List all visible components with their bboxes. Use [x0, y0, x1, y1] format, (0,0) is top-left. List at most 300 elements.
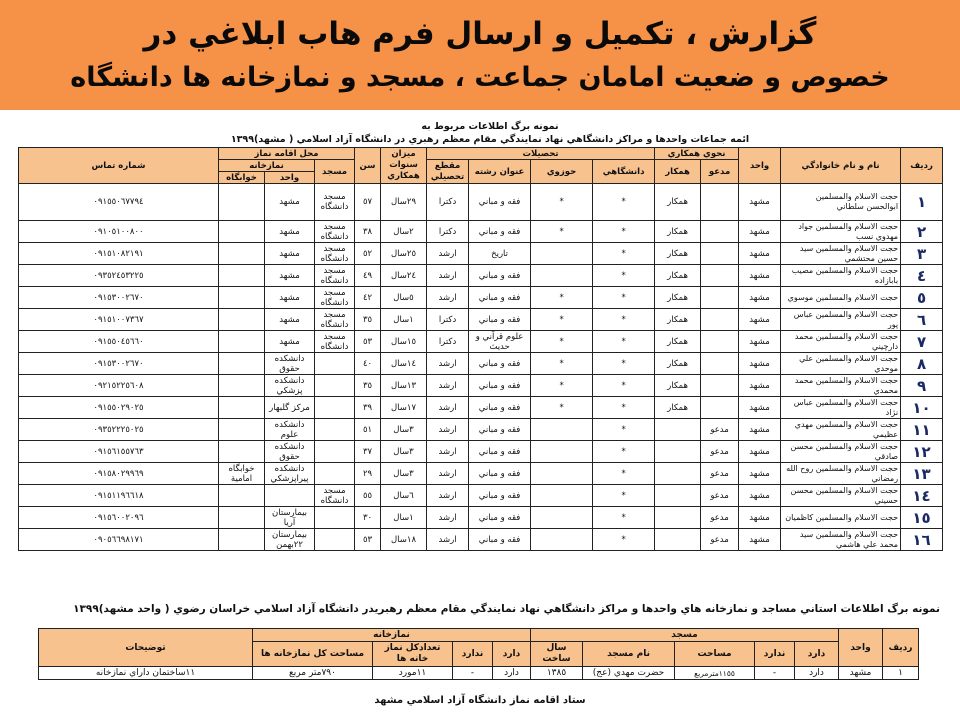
cell-years: ١٣سال	[381, 375, 427, 397]
cell-hall-unit: دانشكده حقوق	[265, 353, 315, 375]
cell-idx: ٤	[901, 265, 943, 287]
cell-idx: ٦	[901, 309, 943, 331]
cell-field: فقه و مباني	[469, 221, 531, 243]
cell-colleague	[655, 529, 701, 551]
cell-years: ٣سال	[381, 441, 427, 463]
col-seminary: حوزوي	[531, 160, 593, 184]
cell-degree: ارشد	[427, 397, 469, 419]
cell-colleague: همكار	[655, 287, 701, 309]
cell-colleague: همكار	[655, 243, 701, 265]
cell-dorm	[219, 441, 265, 463]
cell-invited: مدعو	[701, 485, 739, 507]
cell-years: ٢٤سال	[381, 265, 427, 287]
cell-dorm	[219, 221, 265, 243]
col-hall-unit: واحد	[265, 172, 315, 184]
cell-hall-unit: مشهد	[265, 331, 315, 353]
cell-field: تاريخ	[469, 243, 531, 265]
cell-mosque	[315, 507, 355, 529]
cell-age: ٥٧	[355, 184, 381, 221]
cell-field: فقه و مباني	[469, 485, 531, 507]
cell-hall-unit: مشهد	[265, 221, 315, 243]
t2-col-mosque-has-not: ندارد	[755, 642, 795, 667]
cell-dorm	[219, 419, 265, 441]
cell-university: *	[593, 287, 655, 309]
cell-mosque: مسجد دانشگاه	[315, 265, 355, 287]
cell-colleague: همكار	[655, 397, 701, 419]
cell-phone: ٠٩١٥٥٠٤٥٦٦٠	[19, 331, 219, 353]
table-row	[19, 529, 943, 551]
cell-phone: ٠٩٣٥٢٢٢٥٠٢٥	[19, 419, 219, 441]
cell-colleague: همكار	[655, 353, 701, 375]
cell-name: حجت الاسلام والمسلمين محسن حسيني	[781, 485, 901, 507]
col-education: تحصيلات	[427, 148, 655, 160]
cell-phone: ٠٩١٥٣٠٠٢٦٧٠	[19, 353, 219, 375]
cell-name: حجت الاسلام والمسلمين جواد مهدوي نسب	[781, 221, 901, 243]
cell-dorm	[219, 485, 265, 507]
cell-colleague: همكار	[655, 265, 701, 287]
table-row	[19, 265, 943, 287]
cell-hall-unit: دانشكده پزشكي	[265, 375, 315, 397]
cell-degree: دكترا	[427, 331, 469, 353]
cell-name: حجت الاسلام والمسلمين مصيب بابازاده	[781, 265, 901, 287]
cell-degree: ارشد	[427, 287, 469, 309]
cell-years: ٣سال	[381, 463, 427, 485]
cell-seminary	[531, 243, 593, 265]
title-banner	[0, 0, 960, 110]
cell-idx: ١٣	[901, 463, 943, 485]
cell-unit: مشهد	[739, 529, 781, 551]
cell-mosque: مسجد دانشگاه	[315, 309, 355, 331]
cell-phone: ٠٩٣٥٢٤٥٣٢٢٥	[19, 265, 219, 287]
cell-hall-unit: مركز گلبهار	[265, 397, 315, 419]
cell-colleague: همكار	[655, 331, 701, 353]
cell-invited	[701, 353, 739, 375]
cell-field: فقه و مباني	[469, 529, 531, 551]
cell-invited: مدعو	[701, 463, 739, 485]
cell-university: *	[593, 184, 655, 221]
cell-unit: مشهد	[739, 221, 781, 243]
cell-field: فقه و مباني	[469, 419, 531, 441]
cell-mosque: مسجد دانشگاه	[315, 243, 355, 265]
cell-dorm	[219, 265, 265, 287]
table-row	[19, 221, 943, 243]
cell-seminary: *	[531, 375, 593, 397]
cell-name: حجت الاسلام والمسلمين كاظميان	[781, 507, 901, 529]
t2-cell-notes: ١١ساختمان داراي نمازخانه	[39, 667, 253, 680]
cell-invited	[701, 375, 739, 397]
t2-col-mosque-group: مسجد	[531, 629, 839, 642]
cell-field: فقه و مباني	[469, 265, 531, 287]
cell-university: *	[593, 441, 655, 463]
cell-invited: مدعو	[701, 529, 739, 551]
cell-university: *	[593, 397, 655, 419]
cell-hall-unit	[265, 485, 315, 507]
cell-field: علوم قرآني و حديث	[469, 331, 531, 353]
cell-invited: مدعو	[701, 419, 739, 441]
table-row	[19, 397, 943, 419]
cell-phone: ٠٩١٥٣٠٠٢٦٧٠	[19, 287, 219, 309]
cell-seminary: *	[531, 397, 593, 419]
cell-field: فقه و مباني	[469, 353, 531, 375]
cell-dorm	[219, 507, 265, 529]
cell-age: ٤٢	[355, 287, 381, 309]
cell-age: ٤٠	[355, 353, 381, 375]
col-university: دانشگاهي	[593, 160, 655, 184]
cell-mosque	[315, 529, 355, 551]
cell-phone: ٠٩١٠٥١٠٠٨٠٠	[19, 221, 219, 243]
cell-unit: مشهد	[739, 463, 781, 485]
cell-years: ٣سال	[381, 419, 427, 441]
cell-idx: ١٤	[901, 485, 943, 507]
cell-hall-unit: بيمارستان آريا	[265, 507, 315, 529]
cell-degree: ارشد	[427, 353, 469, 375]
t2-cell-hall-has-not: -	[453, 667, 493, 680]
cell-dorm: خوابگاه امامية	[219, 463, 265, 485]
cell-mosque	[315, 397, 355, 419]
cell-dorm	[219, 331, 265, 353]
cell-field: فقه و مباني	[469, 309, 531, 331]
banner-title-line-1: گزارش ، تكميل و ارسال فرم هاب ابلاغي در	[143, 16, 817, 52]
cell-years: ١سال	[381, 309, 427, 331]
col-years: ميزان سنوات همكاري	[381, 148, 427, 184]
table-row	[19, 331, 943, 353]
cell-age: ٢٩	[355, 463, 381, 485]
t2-col-notes: توضيحات	[39, 629, 253, 667]
cell-name: حجت الاسلام والمسلمين محمد محمدي	[781, 375, 901, 397]
cell-age: ٥٣	[355, 331, 381, 353]
cell-degree: ارشد	[427, 463, 469, 485]
imams-table	[18, 147, 943, 551]
cell-unit: مشهد	[739, 485, 781, 507]
table-row	[19, 243, 943, 265]
cell-phone: ٠٩١٥١١٩٦٦١٨	[19, 485, 219, 507]
cell-unit: مشهد	[739, 331, 781, 353]
cell-hall-unit: بيمارستان ٢٢بهمن	[265, 529, 315, 551]
cell-invited	[701, 184, 739, 221]
col-coop: نحوي همكاري	[655, 148, 739, 160]
cell-unit: مشهد	[739, 184, 781, 221]
cell-seminary	[531, 463, 593, 485]
cell-university: *	[593, 463, 655, 485]
cell-hall-unit: مشهد	[265, 309, 315, 331]
cell-dorm	[219, 353, 265, 375]
cell-seminary: *	[531, 309, 593, 331]
cell-idx: ٥	[901, 287, 943, 309]
cell-seminary: *	[531, 221, 593, 243]
t2-col-hall-area: مساحت كل نمازخانه ها	[253, 642, 373, 667]
cell-age: ٥٣	[355, 529, 381, 551]
table1-subheading: ائمه جماعات واحدها و مراكز دانشگاهي نهاد نمايندگي مقام معظم رهبري در دانشگاه آزاد اسلامي ( مشهد)١٣٩٩	[230, 134, 750, 145]
table-row	[19, 309, 943, 331]
banner-title-line-2: خصوص و ضعيت امامان جماعت ، مسجد و نمازخانه ها دانشگاه	[70, 62, 890, 93]
cell-unit: مشهد	[739, 265, 781, 287]
col-unit: واحد	[739, 148, 781, 184]
table1-heading: نمونه برگ اطلاعات مربوط به	[421, 121, 559, 132]
cell-colleague	[655, 463, 701, 485]
t2-cell-hall-area: ٧٩٠متر مربع	[253, 667, 373, 680]
cell-dorm	[219, 243, 265, 265]
cell-name: حجت الاسلام والمسلمين عباس پور	[781, 309, 901, 331]
cell-degree: ارشد	[427, 529, 469, 551]
cell-years: ٦سال	[381, 485, 427, 507]
cell-idx: ٨	[901, 353, 943, 375]
cell-university: *	[593, 419, 655, 441]
cell-seminary	[531, 265, 593, 287]
cell-degree: ارشد	[427, 485, 469, 507]
table-row	[19, 375, 943, 397]
cell-field: فقه و مباني	[469, 375, 531, 397]
footer-text: ستاد اقامه نماز دانشگاه آزاد اسلامي مشهد	[374, 695, 586, 706]
cell-degree: ارشد	[427, 441, 469, 463]
cell-invited	[701, 221, 739, 243]
t2-cell-area: ١١٥٥مترمربع	[675, 667, 755, 680]
table-row	[19, 287, 943, 309]
cell-name: حجت الاسلام والمسلمين روح الله رمضاني	[781, 463, 901, 485]
cell-invited	[701, 287, 739, 309]
cell-name: حجت الاسلام والمسلمين ابوالحسن سلطاني	[781, 184, 901, 221]
cell-years: ١٧سال	[381, 397, 427, 419]
t2-cell-build-year: ١٣٨٥	[531, 667, 583, 680]
cell-invited	[701, 243, 739, 265]
cell-seminary: *	[531, 331, 593, 353]
cell-university: *	[593, 331, 655, 353]
cell-unit: مشهد	[739, 441, 781, 463]
cell-phone: ٠٩١٥٦١٥٥٧٦٣	[19, 441, 219, 463]
cell-degree: دكترا	[427, 221, 469, 243]
col-invited: مدعو	[701, 160, 739, 184]
cell-invited	[701, 309, 739, 331]
cell-degree: ارشد	[427, 375, 469, 397]
cell-hall-unit: مشهد	[265, 287, 315, 309]
cell-mosque	[315, 375, 355, 397]
col-prayer-hall: نمازخانه	[219, 160, 315, 172]
cell-dorm	[219, 287, 265, 309]
cell-idx: ١	[901, 184, 943, 221]
cell-university: *	[593, 353, 655, 375]
cell-phone: ٠٩١٥٦٠٠٢٠٩٦	[19, 507, 219, 529]
cell-degree: دكترا	[427, 184, 469, 221]
cell-years: ٢سال	[381, 221, 427, 243]
t2-col-hall-count: تعدادكل نماز خانه ها	[373, 642, 453, 667]
cell-university: *	[593, 309, 655, 331]
table-row	[19, 353, 943, 375]
t2-col-area: مساحت	[675, 642, 755, 667]
cell-mosque	[315, 441, 355, 463]
cell-age: ٤٩	[355, 265, 381, 287]
cell-mosque: مسجد دانشگاه	[315, 485, 355, 507]
cell-seminary	[531, 507, 593, 529]
cell-name: حجت الاسلام والمسلمين علي موحدي	[781, 353, 901, 375]
cell-university: *	[593, 265, 655, 287]
cell-phone: ٠٩١٥٥٠٦٧٧٩٤	[19, 184, 219, 221]
cell-field: فقه و مباني	[469, 441, 531, 463]
table-row	[19, 419, 943, 441]
cell-years: ١سال	[381, 507, 427, 529]
cell-unit: مشهد	[739, 287, 781, 309]
cell-seminary: *	[531, 287, 593, 309]
cell-idx: ٩	[901, 375, 943, 397]
t2-cell-mosque-name: حضرت مهدي (عج)	[583, 667, 675, 680]
t2-col-row: رديف	[883, 629, 919, 667]
cell-dorm	[219, 397, 265, 419]
table-row	[19, 463, 943, 485]
cell-mosque	[315, 419, 355, 441]
t2-col-build-year: سال ساخت	[531, 642, 583, 667]
cell-unit: مشهد	[739, 419, 781, 441]
cell-idx: ١٥	[901, 507, 943, 529]
cell-invited: مدعو	[701, 507, 739, 529]
cell-age: ٣٠	[355, 507, 381, 529]
cell-field: فقه و مباني	[469, 463, 531, 485]
cell-hall-unit: دانشكده حقوق	[265, 441, 315, 463]
table2-heading: نمونه برگ اطلاعات استاني مساجد و نمازخانه هاي واحدها و مراكز دانشگاهي نهاد نمايندگي مقام معظم رهبريدر دانشگاه آزاد اسلامي خراسان رضوي ( واحد مشهد)١٣٩٩	[73, 603, 940, 615]
col-field: عنوان رشته	[469, 160, 531, 184]
cell-seminary: *	[531, 184, 593, 221]
cell-invited	[701, 397, 739, 419]
t2-col-hall-has-not: ندارد	[453, 642, 493, 667]
cell-name: حجت الاسلام والمسلمين عباس نژاد	[781, 397, 901, 419]
col-name: نام و نام خانوادگي	[781, 148, 901, 184]
mosques-table	[38, 628, 919, 680]
cell-university: *	[593, 221, 655, 243]
cell-field: فقه و مباني	[469, 184, 531, 221]
cell-unit: مشهد	[739, 353, 781, 375]
cell-name: حجت الاسلام والمسلمين سيد حسين محتشمي	[781, 243, 901, 265]
cell-idx: ٧	[901, 331, 943, 353]
cell-age: ٥١	[355, 419, 381, 441]
cell-field: فقه و مباني	[469, 507, 531, 529]
cell-field: فقه و مباني	[469, 287, 531, 309]
cell-name: حجت الاسلام والمسلمين محسن صادقي	[781, 441, 901, 463]
cell-colleague: همكار	[655, 184, 701, 221]
col-venue: محل اقامه نماز	[219, 148, 355, 160]
col-colleague: همكار	[655, 160, 701, 184]
cell-dorm	[219, 309, 265, 331]
t2-col-mosque-has: دارد	[795, 642, 839, 667]
t2-cell-hall-count: ١١مورد	[373, 667, 453, 680]
cell-degree: ارشد	[427, 507, 469, 529]
cell-colleague: همكار	[655, 375, 701, 397]
cell-idx: ٢	[901, 221, 943, 243]
t2-cell-hall-has: دارد	[493, 667, 531, 680]
col-mosque: مسجد	[315, 160, 355, 184]
cell-years: ٥سال	[381, 287, 427, 309]
cell-idx: ١٠	[901, 397, 943, 419]
cell-idx: ١٦	[901, 529, 943, 551]
cell-years: ٢٩سال	[381, 184, 427, 221]
t2-col-hall-has: دارد	[493, 642, 531, 667]
cell-phone: ٠٩٠٥٦٦٩٨١٧١	[19, 529, 219, 551]
cell-age: ٣٥	[355, 309, 381, 331]
imams-table-body	[19, 184, 943, 551]
cell-university: *	[593, 243, 655, 265]
cell-mosque: مسجد دانشگاه	[315, 221, 355, 243]
cell-name: حجت الاسلام والمسلمين مهدي عظيمي	[781, 419, 901, 441]
cell-phone: ٠٩١٥٨٠٢٩٩٦٩	[19, 463, 219, 485]
cell-age: ٥٥	[355, 485, 381, 507]
cell-age: ٥٢	[355, 243, 381, 265]
cell-colleague: همكار	[655, 309, 701, 331]
table-row	[19, 184, 943, 221]
cell-name: حجت الاسلام والمسلمين سيد محمد علي هاشمي	[781, 529, 901, 551]
cell-unit: مشهد	[739, 243, 781, 265]
cell-phone: ٠٩٢١٥٢٢٥٦٠٨	[19, 375, 219, 397]
t2-cell-idx: ١	[883, 667, 919, 680]
cell-seminary	[531, 529, 593, 551]
cell-invited: مدعو	[701, 441, 739, 463]
cell-phone: ٠٩١٥٥٠٢٩٠٢٥	[19, 397, 219, 419]
cell-age: ٣٥	[355, 375, 381, 397]
col-row: رديف	[901, 148, 943, 184]
t2-col-unit: واحد	[839, 629, 883, 667]
t2-cell-unit: مشهد	[839, 667, 883, 680]
cell-unit: مشهد	[739, 309, 781, 331]
t2-row	[39, 667, 919, 680]
cell-mosque: مسجد دانشگاه	[315, 331, 355, 353]
cell-phone: ٠٩١٥١٠٨٢١٩١	[19, 243, 219, 265]
table-row	[19, 441, 943, 463]
cell-hall-unit: مشهد	[265, 184, 315, 221]
cell-mosque: مسجد دانشگاه	[315, 184, 355, 221]
cell-colleague	[655, 441, 701, 463]
cell-colleague: همكار	[655, 221, 701, 243]
cell-idx: ١١	[901, 419, 943, 441]
cell-unit: مشهد	[739, 397, 781, 419]
cell-invited	[701, 331, 739, 353]
cell-degree: ارشد	[427, 265, 469, 287]
t2-cell-mosque-has-not: -	[755, 667, 795, 680]
cell-mosque: مسجد دانشگاه	[315, 287, 355, 309]
cell-university: *	[593, 485, 655, 507]
cell-years: ١٤سال	[381, 353, 427, 375]
col-degree: مقطع تحصيلي	[427, 160, 469, 184]
cell-dorm	[219, 375, 265, 397]
cell-mosque	[315, 463, 355, 485]
t2-cell-mosque-has: دارد	[795, 667, 839, 680]
cell-hall-unit: مشهد	[265, 243, 315, 265]
col-age: سن	[355, 148, 381, 184]
table-row	[19, 485, 943, 507]
cell-unit: مشهد	[739, 375, 781, 397]
cell-dorm	[219, 184, 265, 221]
col-dorm: خوابگاه	[219, 172, 265, 184]
cell-seminary	[531, 419, 593, 441]
cell-university: *	[593, 529, 655, 551]
cell-age: ٣٨	[355, 221, 381, 243]
cell-hall-unit: مشهد	[265, 265, 315, 287]
cell-years: ١٨سال	[381, 529, 427, 551]
cell-name: حجت الاسلام والمسلمين موسوي	[781, 287, 901, 309]
cell-seminary	[531, 441, 593, 463]
cell-years: ١٥سال	[381, 331, 427, 353]
cell-phone: ٠٩١٥١٠٠٧٣٦٧	[19, 309, 219, 331]
cell-field: فقه و مباني	[469, 397, 531, 419]
cell-idx: ٣	[901, 243, 943, 265]
cell-seminary: *	[531, 353, 593, 375]
cell-age: ٣٩	[355, 397, 381, 419]
cell-idx: ١٢	[901, 441, 943, 463]
t2-col-mosque-name: نام مسجد	[583, 642, 675, 667]
cell-degree: ارشد	[427, 243, 469, 265]
cell-name: حجت الاسلام والمسلمين محمد دارچيني	[781, 331, 901, 353]
cell-age: ٣٧	[355, 441, 381, 463]
table-row	[19, 507, 943, 529]
cell-invited	[701, 265, 739, 287]
cell-university: *	[593, 375, 655, 397]
cell-degree: ارشد	[427, 419, 469, 441]
cell-dorm	[219, 529, 265, 551]
cell-colleague	[655, 419, 701, 441]
